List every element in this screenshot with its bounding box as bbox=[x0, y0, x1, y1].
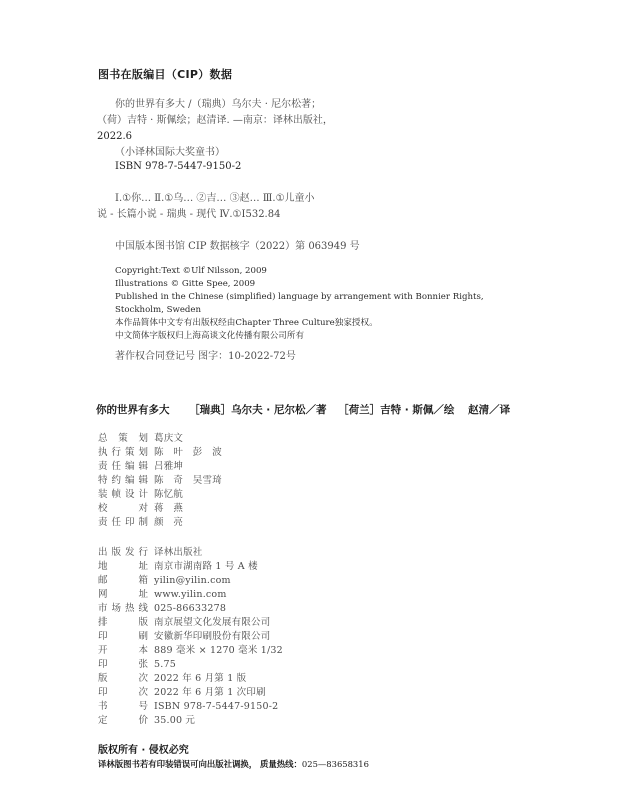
staff-row bbox=[98, 446, 222, 460]
staff-label: 装帧设计 bbox=[98, 489, 148, 500]
publishing-value: 南京展望文化发展有限公司 bbox=[154, 617, 271, 628]
publishing-value: 889 毫米 × 1270 毫米 1/32 bbox=[154, 645, 283, 656]
copyright-line-2: Illustrations © Gitte Spee, 2009 bbox=[115, 279, 256, 289]
cip-line-2: （荷）吉特 · 斯佩绘；赵清译. —南京：译林出版社， bbox=[97, 115, 333, 126]
publishing-row bbox=[98, 630, 270, 644]
book-title: 你的世界有多大 bbox=[96, 404, 170, 416]
publishing-label: 排版 bbox=[98, 617, 148, 628]
cip-line-3: 2022.6 bbox=[97, 131, 132, 142]
book-title-line bbox=[96, 402, 512, 417]
publishing-value: 2022 年 6 月第 1 版 bbox=[154, 673, 247, 684]
copyright-line-5: 本作品简体中文专有出版权经由Chapter Three Culture独家授权。 bbox=[115, 318, 378, 328]
publishing-value: 南京市湖南路 1 号 A 楼 bbox=[154, 561, 258, 572]
publishing-label: 地址 bbox=[98, 561, 148, 572]
publishing-label: 版次 bbox=[98, 673, 148, 684]
publishing-label: 网址 bbox=[98, 589, 148, 600]
staff-row bbox=[98, 432, 183, 446]
publishing-value: 025-86633278 bbox=[154, 603, 227, 614]
publishing-label: 印刷 bbox=[98, 631, 148, 642]
publishing-row bbox=[98, 546, 203, 560]
staff-label: 总策划 bbox=[98, 433, 148, 444]
rights-reserved: 版权所有 · 侵权必究 bbox=[98, 745, 189, 756]
publishing-row bbox=[98, 672, 246, 686]
publishing-row bbox=[98, 658, 176, 672]
publishing-row bbox=[98, 644, 283, 658]
staff-value: 陈 奇 吴雪琦 bbox=[154, 475, 222, 486]
staff-label: 责任编辑 bbox=[98, 461, 148, 472]
publishing-row bbox=[98, 616, 270, 630]
publishing-value: 安徽新华印刷股份有限公司 bbox=[154, 631, 271, 642]
staff-label: 责任印制 bbox=[98, 517, 148, 528]
staff-row bbox=[98, 488, 183, 502]
publishing-label: 印次 bbox=[98, 687, 148, 698]
copyright-line-6: 中文简体字版权归上海高谈文化传播有限公司所有 bbox=[115, 331, 305, 341]
publishing-value: 35.00 元 bbox=[154, 715, 196, 726]
staff-value: 葛庆文 bbox=[154, 433, 184, 444]
publishing-row bbox=[98, 560, 258, 574]
cip-number: 中国版本图书馆 CIP 数据核字（2022）第 063949 号 bbox=[115, 241, 360, 252]
publishing-row bbox=[98, 574, 231, 588]
publishing-row bbox=[98, 588, 227, 602]
staff-row bbox=[98, 474, 222, 488]
cip-isbn: ISBN 978-7-5447-9150-2 bbox=[115, 161, 242, 172]
publishing-website[interactable]: www.yilin.com bbox=[154, 589, 227, 600]
publishing-label: 印张 bbox=[98, 659, 148, 670]
staff-value: 吕雅坤 bbox=[154, 461, 184, 472]
publishing-row bbox=[98, 602, 226, 616]
staff-row bbox=[98, 516, 183, 530]
publishing-email[interactable]: yilin@yilin.com bbox=[154, 575, 231, 586]
publishing-value: 5.75 bbox=[154, 659, 176, 670]
staff-value: 蒋 燕 bbox=[154, 503, 184, 514]
quality-notice-text: 译林版图书若有印装错误可向出版社调换， 质量热线： bbox=[98, 759, 302, 769]
staff-row bbox=[98, 502, 183, 516]
publishing-label: 邮箱 bbox=[98, 575, 148, 586]
publishing-value: ISBN 978-7-5447-9150-2 bbox=[154, 701, 279, 712]
staff-value: 颜 亮 bbox=[154, 517, 184, 528]
staff-row bbox=[98, 460, 183, 474]
publishing-value: 2022 年 6 月第 1 次印刷 bbox=[154, 687, 266, 698]
cip-classification-2: 说 - 长篇小说 - 瑞典 - 现代 Ⅳ.①I532.84 bbox=[97, 209, 281, 220]
illustrator-credit: ［荷兰］吉特 · 斯佩／绘 bbox=[338, 404, 455, 416]
publishing-row bbox=[98, 700, 278, 714]
cip-classification-1: Ⅰ.①你… Ⅱ.①乌… ②吉… ③赵… Ⅲ.①儿童小 bbox=[115, 193, 315, 204]
publishing-row bbox=[98, 714, 195, 728]
copyright-line-4: Stockholm, Sweden bbox=[115, 305, 202, 315]
quality-notice bbox=[98, 758, 369, 770]
cip-line-series: （小译林国际大奖童书） bbox=[115, 147, 225, 158]
contract-registration: 著作权合同登记号 图字：10-2022-72号 bbox=[115, 351, 296, 362]
publishing-label: 出版发行 bbox=[98, 547, 148, 558]
author-credit: ［瑞典］乌尔夫 · 尼尔松／著 bbox=[189, 404, 327, 416]
copyright-line-3: Published in the Chinese (simplified) language by arrangement with Bonnier Rights, bbox=[115, 292, 484, 302]
publishing-label: 市场热线 bbox=[98, 603, 148, 614]
publishing-label: 定价 bbox=[98, 715, 148, 726]
publishing-label: 书号 bbox=[98, 701, 148, 712]
staff-label: 特约编辑 bbox=[98, 475, 148, 486]
publishing-row bbox=[98, 686, 266, 700]
staff-label: 校对 bbox=[98, 503, 148, 514]
publishing-label: 开本 bbox=[98, 645, 148, 656]
copyright-line-1: Copyright:Text ©Ulf Nilsson, 2009 bbox=[115, 266, 267, 276]
staff-label: 执行策划 bbox=[98, 447, 148, 458]
staff-value: 陈 叶 彭 波 bbox=[154, 447, 222, 458]
cip-heading: 图书在版编目（CIP）数据 bbox=[98, 68, 233, 81]
staff-value: 陈忆航 bbox=[154, 489, 184, 500]
translator-credit: 赵清／译 bbox=[468, 404, 511, 416]
quality-hotline: 025—83658316 bbox=[301, 759, 369, 769]
publishing-value: 译林出版社 bbox=[154, 547, 203, 558]
cip-line-1: 你的世界有多大 /（瑞典）乌尔夫 · 尼尔松著； bbox=[115, 99, 322, 110]
